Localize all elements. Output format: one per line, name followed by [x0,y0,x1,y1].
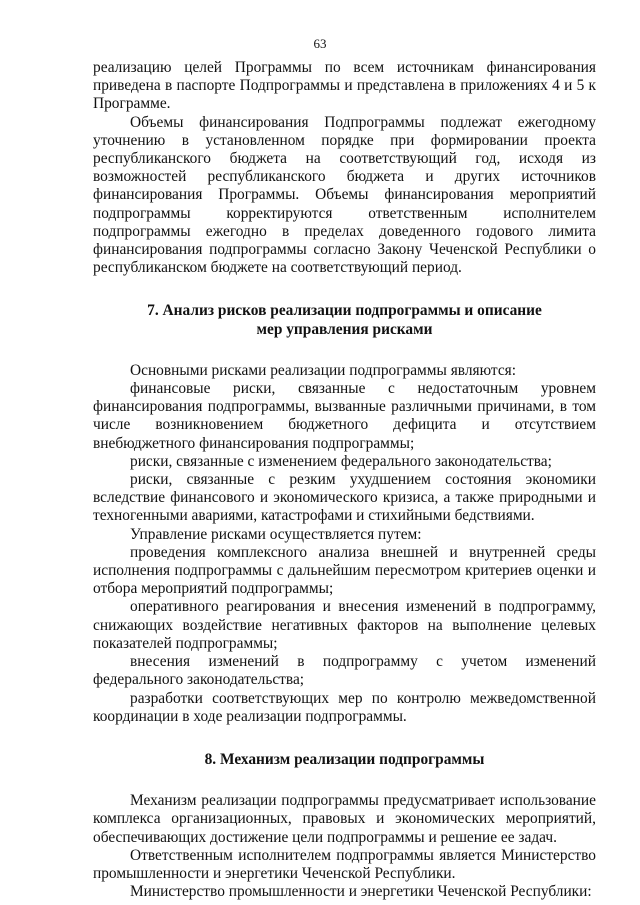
paragraph: риски, связанные с резким ухудшением состояния экономики вследствие финансового и экономического кризиса, а также природными и техногенными авариями, катастрофами и стихийными бедствиями. [93,471,596,525]
paragraph: внесения изменений в подпрограмму с учетом изменений федерального законодательства; [93,653,596,689]
paragraph: разработки соответствующих мер по контролю межведомственной координации в ходе реализации подпрограммы. [93,689,596,725]
paragraph: реализацию целей Программы по всем источникам финансирования приведена в паспорте Подпрограммы и представлена в приложениях 4 и 5 к Программе. [93,59,596,113]
paragraph: оперативного реагирования и внесения изменений в подпрограмму, снижающих воздействие негативных факторов на выполнение целевых показателей подпрограммы; [93,598,596,652]
page-number: 63 [313,36,327,51]
paragraph: Объемы финансирования Подпрограммы подлежат ежегодному уточнению в установленном порядке при формировании проекта республиканского бюджета на соответствующий год, исходя из возможностей республиканского бюджета и других источников финансирования Программы. Объемы финансирования мероприятий подпрограммы корректируются ответственным исполнителем подпрограммы ежегодно в пределах доведенного годового лимита финансирования подпрограммы согласно Закону Чеченской Республики о республиканском бюджете на соответствующий период. [93,113,596,277]
paragraph: Управление рисками осуществляется путем: [130,525,422,543]
paragraph: Ответственным исполнителем подпрограммы является Министерство промышленности и энергетики Чеченской Республики. [93,846,596,882]
section-7-heading-line-1: 7. Анализ рисков реализации подпрограммы и описание [147,302,542,320]
paragraph: Министерство промышленности и энергетики Чеченской Республики: [130,883,592,901]
paragraph: финансовые риски, связанные с недостаточным уровнем финансирования подпрограммы, вызванные различными причинами, в том числе возникновением бюджетного дефицита и отсутствием внебюджетного финансирования подпрограммы; [93,380,596,452]
section-8-heading: 8. Механизм реализации подпрограммы [204,750,485,768]
paragraph: проведения комплексного анализа внешней и внутренней среды исполнения подпрограммы с дальнейшим пересмотром критериев оценки и отбора мероприятий подпрограммы; [93,543,596,598]
paragraph: риски, связанные с изменением федерального законодательства; [130,452,552,470]
section-7-heading [93,302,596,338]
paragraph: Механизм реализации подпрограммы предусматривает использование комплекса организационных, правовых и экономических мероприятий, обеспечивающих достижение цели подпрограммы и решение ее задач. [93,792,596,846]
section-7-heading-line-2: мер управления рисками [256,320,433,338]
paragraph: Основными рисками реализации подпрограммы являются: [130,361,517,379]
document-body [93,59,596,901]
